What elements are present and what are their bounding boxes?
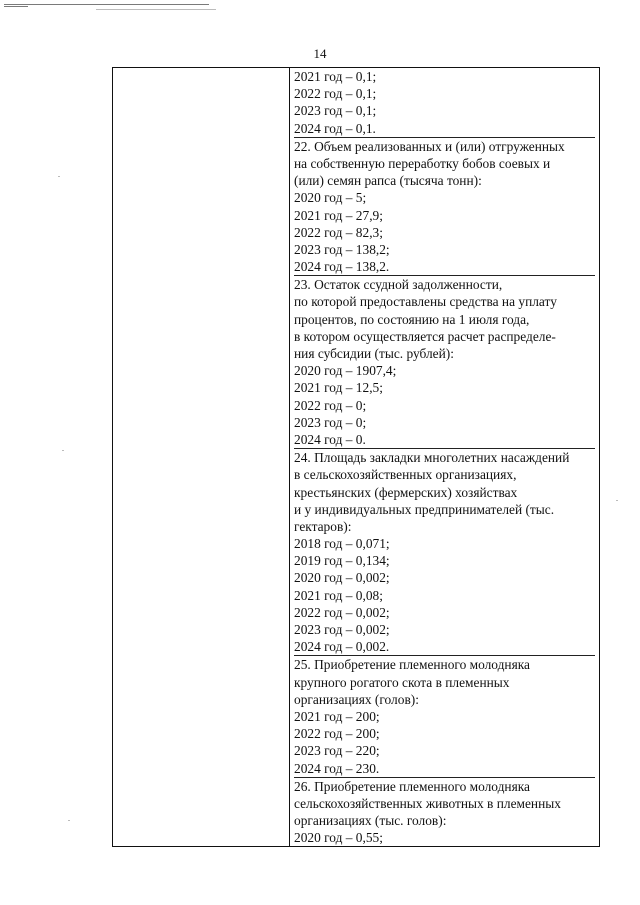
document-table [112,67,600,847]
text-line: 2023 год – 220; [294,743,380,759]
text-line: 2024 год – 0,002. [294,638,595,656]
scan-top-mark [96,9,216,10]
scan-speck [68,820,70,821]
text-line: (или) семян рапса (тысяча тонн): [294,173,482,189]
text-line: 2021 год – 0,1; [294,69,377,84]
text-line: 2023 год – 0,1; [294,103,377,119]
text-line: 2020 год – 1907,4; [294,363,397,379]
text-line: организациях (тыс. голов): [294,813,447,829]
text-line: 2020 год – 5; [294,190,367,206]
text-line: 2022 год – 0,1; [294,86,377,102]
text-line: и у индивидуальных предпринимателей (тыс. [294,501,555,517]
text-line: 26. Приобретение племенного молодняка [294,778,530,794]
text-line: в сельскохозяйственных организациях, [294,467,517,483]
scan-speck [62,450,64,451]
text-line: 2022 год – 200; [294,726,380,742]
text-line: 2024 год – 0,1. [294,120,595,138]
text-line: 2022 год – 82,3; [294,224,383,240]
text-line: в котором осуществляется расчет распределе- [294,328,556,344]
text-line: крупного рогатого скота в племенных [294,674,510,690]
text-line: 2019 год – 0,134; [294,553,390,569]
text-line: 2024 год – 138,2. [294,258,595,276]
text-line: по которой предоставлены средства на уплату [294,294,557,310]
text-line: 2021 год – 27,9; [294,207,383,223]
text-line: 2023 год – 138,2; [294,241,390,257]
text-line: организациях (голов): [294,691,419,707]
text-line: крестьянских (фермерских) хозяйствах [294,484,518,500]
text-line: ния субсидии (тыс. рублей): [294,346,454,361]
scan-speck [616,500,618,501]
text-line: 23. Остаток ссудной задолженности, [294,277,503,293]
text-line: 2021 год – 0,08; [294,587,383,603]
text-line: 2020 год – 0,55; [294,830,383,846]
text-line: 2023 год – 0,002; [294,622,390,637]
table-right-column [290,68,599,846]
text-line: 2021 год – 12,5; [294,380,383,396]
text-line: 2022 год – 0; [294,397,367,413]
text-line: 24. Площадь закладки многолетних насаждений [294,450,570,466]
text-line: 2024 год – 0. [294,431,595,449]
text-line: на собственную переработку бобов соевых и [294,155,551,171]
text-line: 2022 год – 0,002; [294,604,390,620]
table-left-column [113,68,290,846]
scan-top-mark [4,4,209,5]
scan-top-mark [4,6,28,7]
text-line: 2018 год – 0,071; [294,536,390,552]
text-line: 22. Объем реализованных и (или) отгруженных [294,138,565,154]
text-line: гектаров): [294,518,352,534]
text-line: 2021 год – 200; [294,708,380,724]
text-line: 25. Приобретение племенного молодняка [294,657,530,673]
text-line: 2020 год – 0,002; [294,570,390,586]
text-line: 2024 год – 230. [294,760,595,778]
text-line: 2023 год – 0; [294,414,367,430]
page-number: 14 [313,46,327,61]
text-line: процентов, по состоянию на 1 июля года, [294,311,530,327]
scan-speck [58,176,60,177]
text-line: сельскохозяйственных животных в племенных [294,795,561,811]
